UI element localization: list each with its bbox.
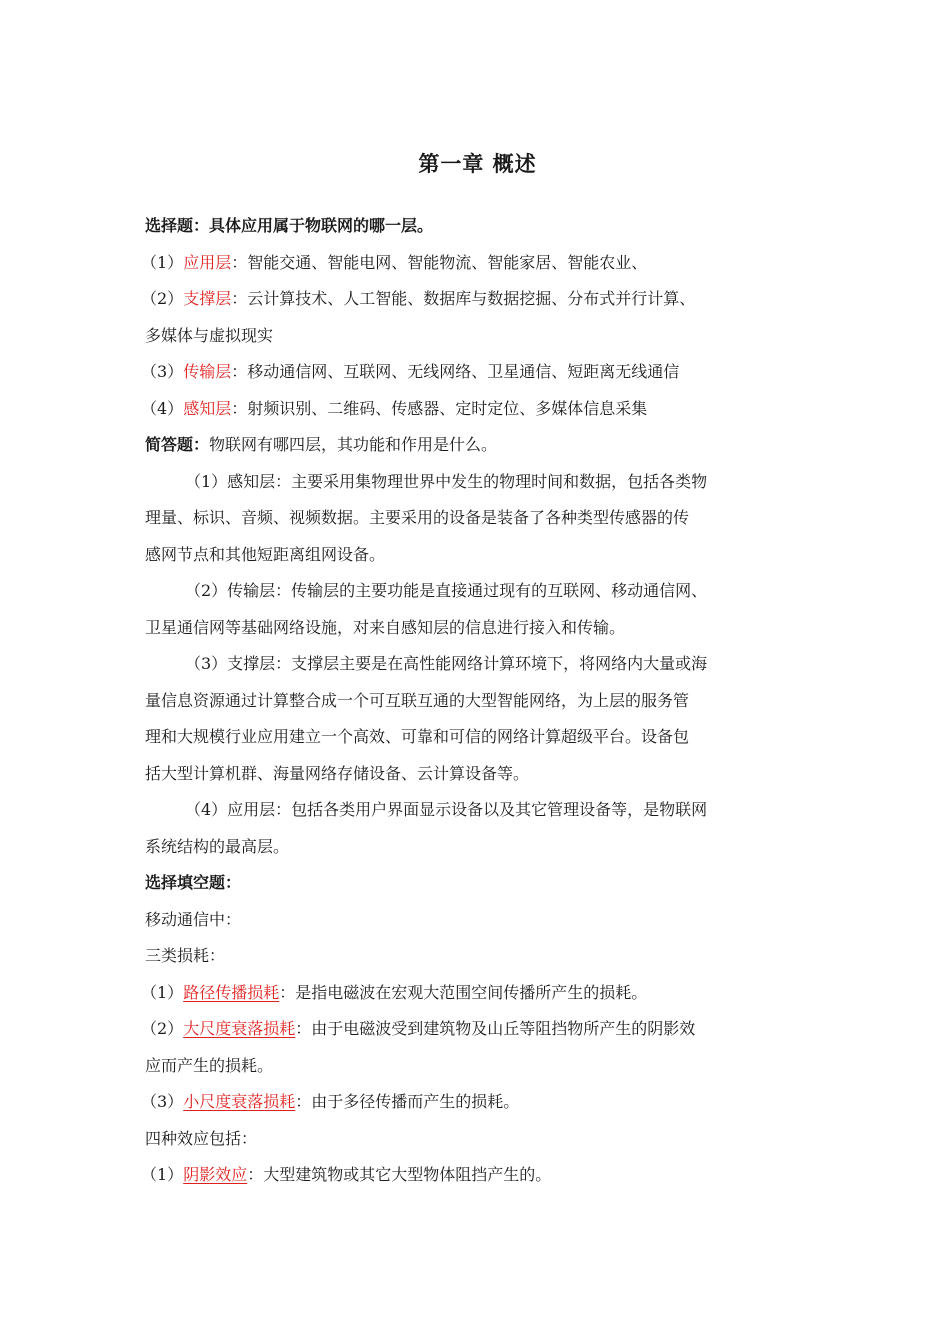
layer-term: 应用层	[183, 252, 232, 272]
q3-heading: 选择填空题：	[145, 873, 242, 892]
q1-item: （3）传输层：移动通信网、互联网、无线网络、卫星通信、短距离无线通信	[141, 362, 680, 381]
q2-para-line: （1）感知层：主要采用集物理世界中发生的物理时间和数据，包括各类物	[185, 471, 708, 491]
q2-para-line: 系统结构的最高层。	[145, 836, 290, 856]
q3-subheading: 三类损耗：	[145, 946, 226, 965]
loss-term: 路径传播损耗	[183, 982, 280, 1002]
document-body	[141, 208, 810, 1194]
loss-item-continuation: 应而产生的损耗。	[145, 1055, 274, 1075]
q2-para-line: （2）传输层：传输层的主要功能是直接通过现有的互联网、移动通信网、	[185, 581, 708, 600]
layer-term: 传输层	[183, 362, 232, 381]
chapter-title: 第一章 概述	[418, 152, 537, 176]
q2-para-line: （3）支撑层：支撑层主要是在高性能网络计算环境下，将网络内大量或海	[185, 654, 708, 673]
q1-item: （1）应用层：智能交通、智能电网、智能物流、智能家居、智能农业、	[141, 252, 648, 272]
q2-para-line: 括大型计算机群、海量网络存储设备、云计算设备等。	[145, 763, 530, 783]
q2-para-line: 理量、标识、音频、视频数据。主要采用的设备是装备了各种类型传感器的传	[145, 508, 690, 527]
q1-heading: 选择题：具体应用属于物联网的哪一层。	[145, 216, 434, 235]
q2-para-line: 感网节点和其他短距离组网设备。	[145, 544, 386, 564]
layer-term: 支撑层	[183, 289, 232, 308]
q2-para-line: 理和大规模行业应用建立一个高效、可靠和可信的网络计算超级平台。设备包	[145, 727, 690, 746]
q3-subheading: 四种效应包括：	[145, 1128, 258, 1148]
q2-para-line: （4）应用层：包括各类用户界面显示设备以及其它管理设备等，是物联网	[185, 800, 708, 819]
loss-item: （3）小尺度衰落损耗：由于多径传播而产生的损耗。	[141, 1092, 520, 1111]
q2-heading: 简答题：物联网有哪四层，其功能和作用是什么。	[145, 435, 498, 454]
q1-item: （4）感知层：射频识别、二维码、传感器、定时定位、多媒体信息采集	[141, 398, 648, 418]
loss-term: 大尺度衰落损耗	[183, 1019, 296, 1038]
effect-item: （1）阴影效应：大型建筑物或其它大型物体阻挡产生的。	[141, 1165, 552, 1184]
effect-term: 阴影效应	[183, 1165, 248, 1184]
loss-term: 小尺度衰落损耗	[183, 1092, 296, 1111]
layer-term: 感知层	[183, 398, 232, 418]
q1-item: （2）支撑层：云计算技术、人工智能、数据库与数据挖掘、分布式并行计算、	[141, 289, 696, 308]
q2-para-line: 量信息资源通过计算整合成一个可互联互通的大型智能网络，为上层的服务管	[145, 690, 690, 710]
loss-item: （2）大尺度衰落损耗：由于电磁波受到建筑物及山丘等阻挡物所产生的阴影效	[141, 1019, 696, 1038]
q1-item-continuation: 多媒体与虚拟现实	[145, 325, 274, 345]
q2-para-line: 卫星通信网等基础网络设施，对来自感知层的信息进行接入和传输。	[145, 617, 626, 637]
loss-item: （1）路径传播损耗：是指电磁波在宏观大范围空间传播所产生的损耗。	[141, 982, 648, 1002]
q3-subheading: 移动通信中：	[145, 909, 242, 929]
